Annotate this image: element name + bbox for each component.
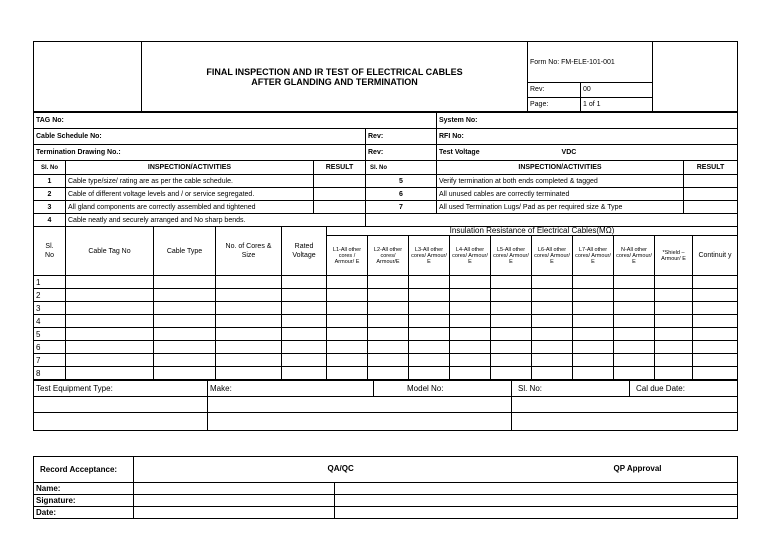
ir-table-row bbox=[34, 276, 738, 289]
ir-cell[interactable] bbox=[154, 276, 216, 289]
ir-cell[interactable] bbox=[655, 367, 693, 380]
sl-no-header-right: Sl. No bbox=[366, 161, 437, 175]
make-label: Make: bbox=[208, 381, 374, 397]
item-text: Cable neatly and securely arranged and No sharp bends. bbox=[66, 214, 366, 227]
row-number: 8 bbox=[34, 367, 66, 380]
col-l4: L4-All other cores/ Armour/ E bbox=[450, 236, 491, 276]
ir-table-row bbox=[34, 341, 738, 354]
equipment-cell[interactable] bbox=[512, 397, 738, 413]
ir-cell[interactable] bbox=[491, 315, 532, 328]
ir-cell[interactable] bbox=[693, 341, 738, 354]
test-equipment-type-label: Test Equipment Type: bbox=[34, 381, 208, 397]
rev-label: Rev: bbox=[528, 83, 581, 97]
ir-cell[interactable] bbox=[282, 289, 327, 302]
col-l7: L7-All other cores/ Armour/ E bbox=[573, 236, 614, 276]
ir-cell[interactable] bbox=[154, 289, 216, 302]
ir-cell[interactable] bbox=[66, 328, 154, 341]
ir-cell[interactable] bbox=[573, 354, 614, 367]
ir-cell[interactable] bbox=[614, 328, 655, 341]
item-number: 3 bbox=[34, 201, 66, 214]
ir-cell[interactable] bbox=[450, 367, 491, 380]
ir-cell[interactable] bbox=[368, 354, 409, 367]
ir-cell[interactable] bbox=[491, 276, 532, 289]
signature-label: Signature: bbox=[34, 495, 134, 507]
ir-table-row bbox=[34, 289, 738, 302]
qp-signature-field[interactable] bbox=[335, 495, 738, 507]
ir-cell[interactable] bbox=[282, 341, 327, 354]
ir-cell[interactable] bbox=[693, 315, 738, 328]
ir-cell[interactable] bbox=[154, 341, 216, 354]
ir-cell[interactable] bbox=[66, 315, 154, 328]
ir-cell[interactable] bbox=[327, 289, 368, 302]
ir-cell[interactable] bbox=[282, 367, 327, 380]
title-line-2: AFTER GLANDING AND TERMINATION bbox=[251, 76, 418, 87]
cal-due-date-label: Cal due Date: bbox=[630, 381, 738, 397]
ir-cell[interactable] bbox=[327, 354, 368, 367]
item-result[interactable] bbox=[684, 175, 738, 188]
ir-cell[interactable] bbox=[154, 302, 216, 315]
ir-cell[interactable] bbox=[573, 328, 614, 341]
ir-cell[interactable] bbox=[532, 367, 573, 380]
model-no-label: Model No: bbox=[374, 381, 512, 397]
ir-cell[interactable] bbox=[216, 354, 282, 367]
ir-cell[interactable] bbox=[327, 341, 368, 354]
ir-cell[interactable] bbox=[368, 302, 409, 315]
activities-header-right: INSPECTION/ACTIVITIES bbox=[437, 161, 684, 175]
test-equipment-table bbox=[33, 380, 738, 431]
ir-cell[interactable] bbox=[491, 367, 532, 380]
item-number: 4 bbox=[34, 214, 66, 227]
qaqc-date-field[interactable] bbox=[134, 507, 335, 519]
test-voltage-field[interactable] bbox=[437, 145, 738, 161]
ir-cell[interactable] bbox=[693, 328, 738, 341]
ir-cell[interactable] bbox=[450, 341, 491, 354]
result-header-left: RESULT bbox=[314, 161, 366, 175]
ir-cell[interactable] bbox=[532, 328, 573, 341]
ir-cell[interactable] bbox=[154, 367, 216, 380]
tag-no-field[interactable]: TAG No: bbox=[34, 113, 437, 129]
name-label: Name: bbox=[34, 483, 134, 495]
ir-cell[interactable] bbox=[614, 341, 655, 354]
termination-drawing-rev-field[interactable]: Rev: bbox=[366, 145, 437, 161]
ir-cell[interactable] bbox=[216, 315, 282, 328]
item-text: Cable of different voltage levels and / or service segregated. bbox=[66, 188, 314, 201]
system-no-field[interactable]: System No: bbox=[437, 113, 738, 129]
ir-cell[interactable] bbox=[282, 315, 327, 328]
ir-table-row bbox=[34, 302, 738, 315]
ir-cell[interactable] bbox=[655, 289, 693, 302]
col-shield: *Shield – Armour/ E bbox=[655, 236, 693, 276]
ir-test-table bbox=[33, 226, 738, 380]
qaqc-name-field[interactable] bbox=[134, 483, 335, 495]
item-result[interactable] bbox=[314, 201, 366, 214]
equipment-cell[interactable] bbox=[512, 413, 738, 431]
ir-cell[interactable] bbox=[216, 341, 282, 354]
ir-cell[interactable] bbox=[491, 328, 532, 341]
row-number: 2 bbox=[34, 289, 66, 302]
inspection-checklist bbox=[33, 160, 738, 227]
ir-table-row bbox=[34, 328, 738, 341]
ir-cell[interactable] bbox=[368, 328, 409, 341]
ir-cell[interactable] bbox=[614, 276, 655, 289]
ir-cell[interactable] bbox=[368, 315, 409, 328]
ir-cell[interactable] bbox=[368, 289, 409, 302]
ir-cell[interactable] bbox=[66, 341, 154, 354]
ir-cell[interactable] bbox=[532, 276, 573, 289]
ir-table-row bbox=[34, 367, 738, 380]
ir-cell[interactable] bbox=[450, 289, 491, 302]
form-number: Form No: FM-ELE-101-001 bbox=[528, 42, 653, 83]
item-result[interactable] bbox=[314, 188, 366, 201]
qp-name-field[interactable] bbox=[335, 483, 738, 495]
ir-cell[interactable] bbox=[693, 367, 738, 380]
cable-schedule-no-field[interactable]: Cable Schedule No: bbox=[34, 129, 366, 145]
page-label: Page: bbox=[528, 97, 581, 111]
test-voltage-label: Test Voltage bbox=[439, 149, 480, 156]
ir-cell[interactable] bbox=[409, 367, 450, 380]
col-sl-no: Sl. No bbox=[34, 227, 66, 276]
col-l1: L1-All other cores / Armour/ E bbox=[327, 236, 368, 276]
qp-date-field[interactable] bbox=[335, 507, 738, 519]
ir-cell[interactable] bbox=[532, 341, 573, 354]
form-title bbox=[142, 42, 528, 112]
equipment-cell[interactable] bbox=[34, 413, 208, 431]
equipment-cell[interactable] bbox=[208, 397, 512, 413]
ir-cell[interactable] bbox=[66, 276, 154, 289]
ir-cell[interactable] bbox=[216, 289, 282, 302]
item-number: 7 bbox=[366, 201, 437, 214]
col-l2: L2-All other cores/ Armour/E bbox=[368, 236, 409, 276]
item-text: All used Termination Lugs/ Pad as per required size & Type bbox=[437, 201, 684, 214]
ir-table-row bbox=[34, 315, 738, 328]
vdc-label: VDC bbox=[561, 149, 577, 156]
qaqc-signature-field[interactable] bbox=[134, 495, 335, 507]
col-cable-tag-no: Cable Tag No bbox=[66, 227, 154, 276]
ir-cell[interactable] bbox=[450, 354, 491, 367]
ir-cell[interactable] bbox=[66, 354, 154, 367]
ir-cell[interactable] bbox=[409, 341, 450, 354]
row-number: 4 bbox=[34, 315, 66, 328]
ir-cell[interactable] bbox=[327, 315, 368, 328]
ir-cell[interactable] bbox=[532, 289, 573, 302]
item-number: 6 bbox=[366, 188, 437, 201]
ir-cell[interactable] bbox=[409, 315, 450, 328]
record-acceptance-label: Record Acceptance: bbox=[34, 457, 134, 483]
item-number: 2 bbox=[34, 188, 66, 201]
ir-cell[interactable] bbox=[573, 341, 614, 354]
col-continuity: Continuit y bbox=[693, 236, 738, 276]
ir-cell[interactable] bbox=[282, 302, 327, 315]
ir-cell[interactable] bbox=[614, 367, 655, 380]
ir-table-row bbox=[34, 354, 738, 367]
item-result[interactable] bbox=[684, 201, 738, 214]
ir-cell[interactable] bbox=[573, 276, 614, 289]
ir-cell[interactable] bbox=[66, 289, 154, 302]
ir-cell[interactable] bbox=[154, 315, 216, 328]
ir-cell[interactable] bbox=[154, 354, 216, 367]
ir-cell[interactable] bbox=[368, 276, 409, 289]
ir-cell[interactable] bbox=[693, 289, 738, 302]
ir-cell[interactable] bbox=[154, 328, 216, 341]
ir-cell[interactable] bbox=[327, 328, 368, 341]
qp-approval-label: QP Approval bbox=[613, 463, 662, 473]
logo-cell bbox=[34, 42, 142, 112]
rfi-no-field[interactable]: RFI No: bbox=[437, 129, 738, 145]
termination-drawing-no-field[interactable]: Termination Drawing No.: bbox=[34, 145, 366, 161]
ir-cell[interactable] bbox=[216, 328, 282, 341]
item-result[interactable] bbox=[314, 175, 366, 188]
page-value: 1 of 1 bbox=[581, 97, 653, 111]
ir-cell[interactable] bbox=[655, 354, 693, 367]
sl-no-label: Sl. No: bbox=[512, 381, 630, 397]
ir-cell[interactable] bbox=[66, 367, 154, 380]
ir-cell[interactable] bbox=[327, 276, 368, 289]
ir-cell[interactable] bbox=[216, 302, 282, 315]
ir-cell[interactable] bbox=[491, 341, 532, 354]
ir-cell[interactable] bbox=[491, 289, 532, 302]
col-rated-voltage: Rated Voltage bbox=[282, 227, 327, 276]
item-text: Verify termination at both ends completed & tagged bbox=[437, 175, 684, 188]
item-number: 5 bbox=[366, 175, 437, 188]
col-l5: L5-All other cores/ Armour/ E bbox=[491, 236, 532, 276]
ir-cell[interactable] bbox=[368, 341, 409, 354]
sl-no-header-left: Sl. No bbox=[34, 161, 66, 175]
ir-cell[interactable] bbox=[655, 341, 693, 354]
ir-cell[interactable] bbox=[216, 276, 282, 289]
ir-cell[interactable] bbox=[614, 315, 655, 328]
approval-header bbox=[134, 457, 738, 483]
ir-cell[interactable] bbox=[693, 276, 738, 289]
ir-cell[interactable] bbox=[409, 276, 450, 289]
ir-cell[interactable] bbox=[327, 302, 368, 315]
rev-value: 00 bbox=[581, 83, 653, 97]
ir-cell[interactable] bbox=[614, 289, 655, 302]
ir-cell[interactable] bbox=[573, 367, 614, 380]
ir-cell[interactable] bbox=[327, 367, 368, 380]
cable-schedule-rev-field[interactable]: Rev: bbox=[366, 129, 437, 145]
item-text: Cable type/size/ rating are as per the cable schedule. bbox=[66, 175, 314, 188]
row-number: 1 bbox=[34, 276, 66, 289]
ir-cell[interactable] bbox=[532, 315, 573, 328]
ir-cell[interactable] bbox=[491, 354, 532, 367]
col-cable-type: Cable Type bbox=[154, 227, 216, 276]
ir-cell[interactable] bbox=[693, 354, 738, 367]
ir-cell[interactable] bbox=[532, 302, 573, 315]
ir-cell[interactable] bbox=[409, 328, 450, 341]
approval-table bbox=[33, 456, 738, 519]
row-number: 5 bbox=[34, 328, 66, 341]
ir-cell[interactable] bbox=[573, 315, 614, 328]
ir-cell[interactable] bbox=[614, 354, 655, 367]
ir-cell[interactable] bbox=[282, 276, 327, 289]
qaqc-label: QA/QC bbox=[327, 463, 354, 473]
ir-cell[interactable] bbox=[450, 276, 491, 289]
ir-cell[interactable] bbox=[450, 328, 491, 341]
row-number: 3 bbox=[34, 302, 66, 315]
col-n: N-All other cores/ Armour/ E bbox=[614, 236, 655, 276]
col-l6: L6-All other cores/ Armour/ E bbox=[532, 236, 573, 276]
ir-cell[interactable] bbox=[282, 354, 327, 367]
row-number: 7 bbox=[34, 354, 66, 367]
blank-header-cell bbox=[653, 42, 738, 112]
ir-cell[interactable] bbox=[573, 289, 614, 302]
ir-cell[interactable] bbox=[573, 302, 614, 315]
form-header bbox=[33, 41, 738, 112]
ir-cell[interactable] bbox=[66, 302, 154, 315]
title-line-1: FINAL INSPECTION AND IR TEST OF ELECTRICAL CABLES bbox=[206, 66, 463, 77]
ir-cell[interactable] bbox=[409, 302, 450, 315]
ir-cell[interactable] bbox=[655, 302, 693, 315]
ir-cell[interactable] bbox=[693, 302, 738, 315]
ir-cell[interactable] bbox=[655, 276, 693, 289]
item-number: 1 bbox=[34, 175, 66, 188]
row-number: 6 bbox=[34, 341, 66, 354]
ir-cell[interactable] bbox=[532, 354, 573, 367]
col-l3: L3-All other cores/ Armour/ E bbox=[409, 236, 450, 276]
item-result[interactable] bbox=[366, 214, 738, 227]
result-header-right: RESULT bbox=[684, 161, 738, 175]
ir-cell[interactable] bbox=[450, 315, 491, 328]
item-text: All unused cables are correctly terminated bbox=[437, 188, 684, 201]
ir-cell[interactable] bbox=[409, 289, 450, 302]
ir-cell[interactable] bbox=[614, 302, 655, 315]
ir-cell[interactable] bbox=[409, 354, 450, 367]
ir-cell[interactable] bbox=[368, 367, 409, 380]
ir-group-header: Insulation Resistance of Electrical Cables(MΩ) bbox=[327, 227, 738, 236]
ir-cell[interactable] bbox=[282, 328, 327, 341]
activities-header-left: INSPECTION/ACTIVITIES bbox=[66, 161, 314, 175]
ir-cell[interactable] bbox=[216, 367, 282, 380]
ir-cell[interactable] bbox=[450, 302, 491, 315]
ir-cell[interactable] bbox=[655, 315, 693, 328]
info-table bbox=[33, 112, 738, 161]
ir-cell[interactable] bbox=[491, 302, 532, 315]
col-no-of-cores: No. of Cores & Size bbox=[216, 227, 282, 276]
item-result[interactable] bbox=[684, 188, 738, 201]
equipment-cell[interactable] bbox=[208, 413, 512, 431]
date-label: Date: bbox=[34, 507, 134, 519]
equipment-cell[interactable] bbox=[34, 397, 208, 413]
item-text: All gland components are correctly assembled and tightened bbox=[66, 201, 314, 214]
ir-cell[interactable] bbox=[655, 328, 693, 341]
